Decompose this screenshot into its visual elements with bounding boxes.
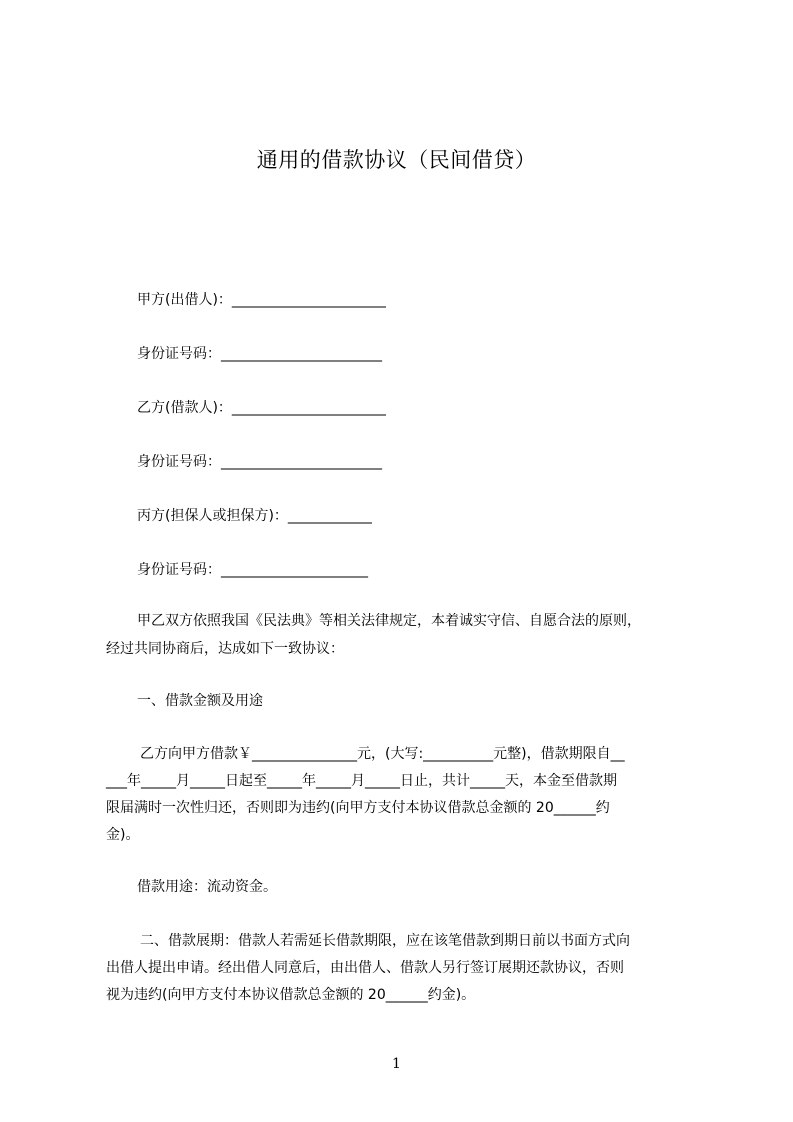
section2-line-3: 视为违约(向甲方支付本协议借款总金额的 20______约金)。 — [106, 987, 476, 1003]
loan-purpose: 借款用途：流动资金。 — [137, 879, 277, 895]
section2-line-1: 二、借款展期：借款人若需延长借款期限，应在该笔借款到期日前以书面方式向 — [140, 933, 630, 949]
guarantor-field: 丙方(担保人或担保方)：____________ — [137, 508, 372, 524]
borrower-id-field: 身份证号码：_______________________ — [137, 454, 382, 470]
lender-field: 甲方(出借人)：______________________ — [137, 292, 386, 308]
intro-line-1: 甲乙双方依照我国《民法典》等相关法律规定，本着诚实守信、自愿合法的原则， — [137, 613, 641, 629]
section1-para-line-1: 乙方向甲方借款￥_______________元，(大写:__________元整)，借款期限自__ — [140, 746, 625, 762]
borrower-field: 乙方(借款人)：______________________ — [137, 400, 386, 416]
document-title: 通用的借款协议（民间借贷） — [256, 148, 537, 172]
intro-line-2: 经过共同协商后，达成如下一致协议： — [106, 641, 344, 657]
section1-heading: 一、借款金额及用途 — [137, 693, 263, 709]
section2-line-2: 出借人提出申请。经出借人同意后，由出借人、借款人另行签订展期还款协议，否则 — [106, 960, 624, 976]
guarantor-id-field: 身份证号码：_____________________ — [137, 562, 368, 578]
page-number: 1 — [392, 1056, 401, 1072]
section1-para-line-4: 金)。 — [106, 827, 140, 843]
lender-id-field: 身份证号码：_______________________ — [137, 346, 382, 362]
section1-para-line-3: 限届满时一次性归还，否则即为违约(向甲方支付本协议借款总金额的 20______约 — [106, 800, 610, 816]
section1-para-line-2: ___年_____月_____日起至_____年_____月_____日止，共计_____天，本金至借款期 — [106, 773, 617, 789]
